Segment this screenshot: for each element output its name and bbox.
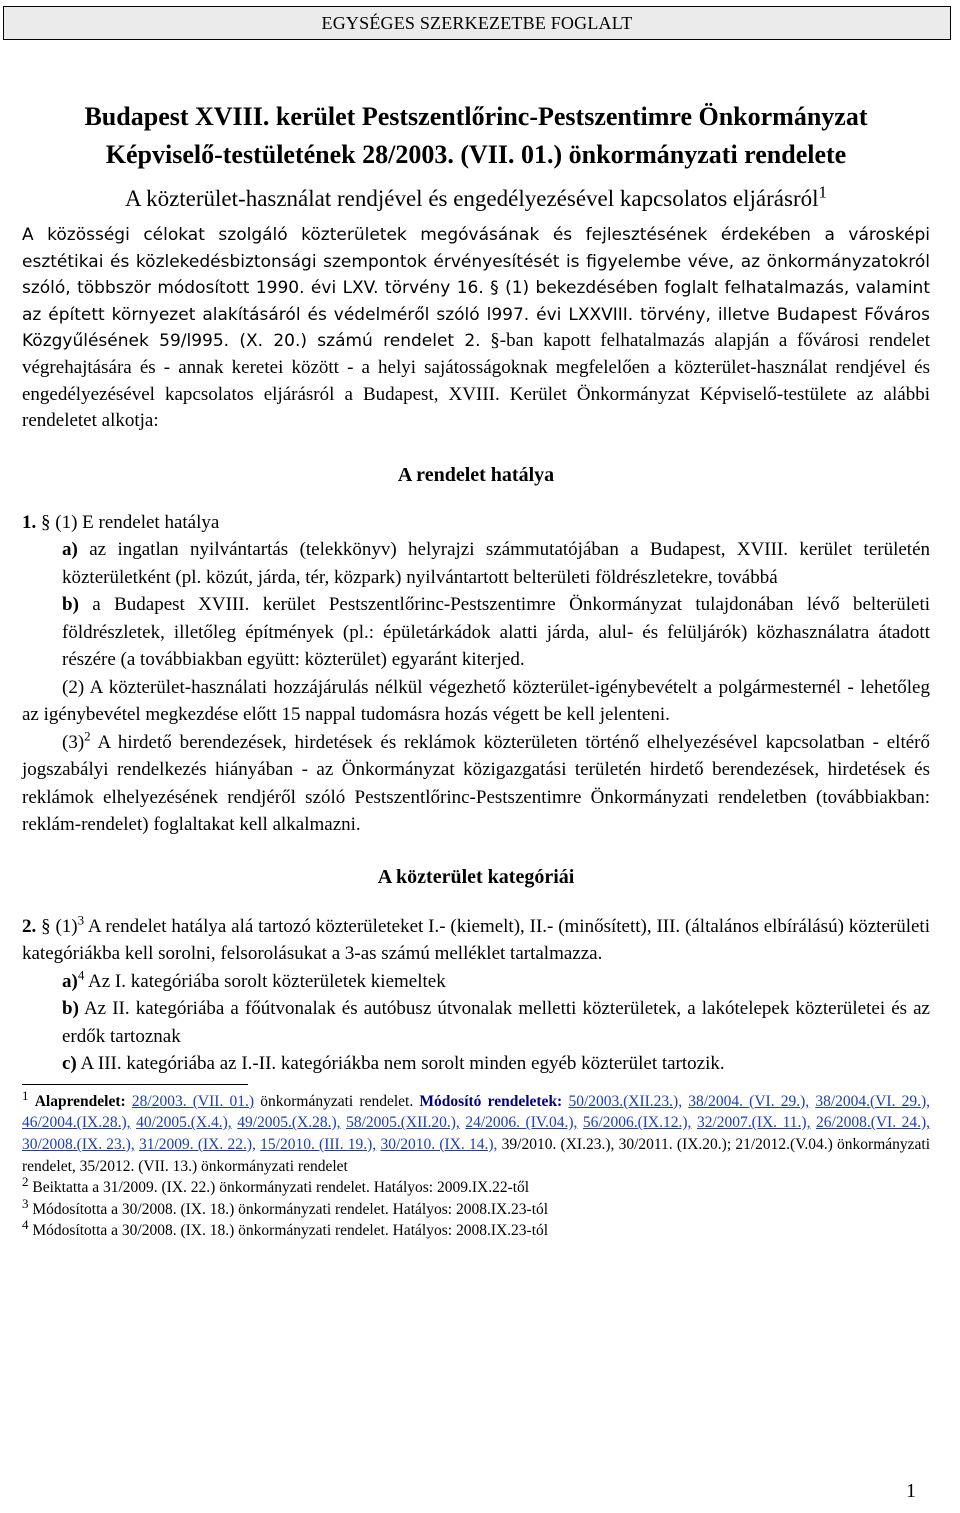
list-item-1b: b) a Budapest XVIII. kerület Pestszentlőrinc-Pestszentimre Önkormányzat tulajdonában lévő belterületi földrészletek, illetőleg építmények (pl.: épületárkádok alatti járda, alul- és felüljárók) közhasználatra átadott részére (a továbbiakban együtt: közterület) egyaránt kiterjed. xyxy=(62,594,930,671)
footnote-4: $^4$ Módosította a 30/2008. (IX. 18.) önkormányzati rendelet. Hatályos: 2008.IX.23-tól xyxy=(22,1217,549,1240)
modifier-link[interactable]: 38/2004. (VI. 29.), xyxy=(688,1092,810,1110)
modifier-link[interactable]: 30/2010. (IX. 14.), xyxy=(380,1135,498,1153)
page-number: 1 xyxy=(906,1480,916,1502)
footnote-2: $^2$ Beiktatta a 31/2009. (IX. 22.) önkormányzati rendelet. Hatályos: 2009.IX.22-től xyxy=(22,1173,530,1197)
modifier-link[interactable]: 56/2006.(IX.12.), xyxy=(582,1114,692,1132)
footnote-ref[interactable]: 4 xyxy=(77,967,85,983)
modifier-link[interactable]: 50/2003.(XII.23.), xyxy=(568,1092,683,1110)
header-banner: EGYSÉGES SZERKEZETBE FOGLALT xyxy=(3,6,951,40)
footnote-ref[interactable]: 2 xyxy=(84,728,91,744)
list-item-2c: c) A III. kategóriába az I.-II. kategóriákba nem sorolt minden egyéb közterület tartozik. xyxy=(62,1053,725,1075)
list-item-1a: a) az ingatlan nyilvántartás (telekkönyv) helyrajzi számmutatójában a Budapest, XVIII. kerület területén közterületként (pl. közút, járda, tér, közpark) nyilvántartott belterületi földrészletekre, továbbá xyxy=(62,539,931,588)
preamble: A közösségi célokat szolgáló közterületek megóvásának és fejlesztésének érdekében a városképi esztétikai és közlekedésbiztonsági szempontok érvényesítését is figyelembe véve, az önkormányzatokról szóló, többször módosított 1990. évi LXV. törvény 16. § (1) bekezdésében foglalt felhatalmazás, valamint az épített környezet alakításáról és védelméről szóló l997. évi LXXVIII. törvény, illetve Budapest Főváros Közgyűlésének 59/l995. (X. 20.) számú rendelet 2. §-ban kapott felhatalmazás alapján a fővárosi rendelet végrehajtására és - annak keretei között - a helyi sajátosságoknak megfelelően a közterület-használat rendjével és engedélyezésével kapcsolatos eljárásról a Budapest, XVIII. Kerület Önkormányzat Képviselő-testülete az alábbi rendeletet alkotja: xyxy=(22,225,931,432)
modifier-link[interactable]: 32/2007.(IX. 11.), xyxy=(696,1114,811,1132)
footnote-3: $^3$ Módosította a 30/2008. (IX. 18.) önkormányzati rendelet. Hatályos: 2008.IX.23-tól xyxy=(22,1195,549,1218)
footnote-ref[interactable]: 1 xyxy=(818,182,827,202)
modifier-link[interactable]: 46/2004.(IX.28.), xyxy=(22,1114,131,1132)
modifier-link[interactable]: 30/2008.(IX. 23.), xyxy=(22,1135,135,1153)
section-title-hataly: A rendelet hatálya xyxy=(397,463,555,486)
paragraph-2-1: 2. § $(1)^3$ A rendelet hatálya alá tartozó közterületeket I.- (kiemelt), II.- (minősített), III. (általános elbírálású) közterületi kategóriákba kell sorolni, felsorolásukat a 3-as számú melléklet tartalmazza. xyxy=(22,912,930,965)
list-item-2b: b) Az II. kategóriába a főútvonalak és autóbusz útvonalak melletti közterületek, a lakótelepek közterületei és az erdők tartoznak xyxy=(62,998,930,1047)
section-title-kategoriai: A közterület kategóriái xyxy=(377,865,575,888)
paragraph-1-1: 1. § (1) E rendelet hatálya xyxy=(22,511,220,533)
modifier-link[interactable]: 24/2006. (IV.04.), xyxy=(465,1114,578,1132)
paragraph-1-3: $(3)^2$ A hirdető berendezések, hirdetések és reklámok közterületen történő elhelyezésével kapcsolatban - eltérő jogszabályi rendelkezés hiányában - az Önkormányzat közigazgatási területén hirdető berendezések, hirdetések és reklámok elhelyezésének rendjéről szóló Pestszentlőrinc-Pestszentimre Önkormányzati rendeletben (továbbiakban: reklám-rendelet) foglaltakat kell alkalmazni. xyxy=(22,728,930,836)
page-title: Budapest XVIII. kerület Pestszentlőrinc-Pestszentimre Önkormányzat Képviselő-testületének 28/2003. (VII. 01.) önkormányzati rendelete xyxy=(84,102,868,169)
modifier-link[interactable]: 26/2008.(VI. 24.), xyxy=(816,1114,931,1132)
link-alaprendelet[interactable]: 28/2003. (VII. 01.) xyxy=(131,1092,255,1110)
page-subtitle: A közterület-használat rendjével és engedélyezésével kapcsolatos eljárásról$^1$ xyxy=(124,182,827,211)
modifier-link[interactable]: 31/2009. (IX. 22.), xyxy=(138,1135,256,1153)
modifier-link[interactable]: 15/2010. (III. 19.), xyxy=(260,1135,377,1153)
modifier-link[interactable]: 49/2005.(X.28.), xyxy=(237,1114,341,1132)
paragraph-1-2: (2) A közterület-használati hozzájárulás nélkül végezhető közterület-igénybevételt a polgármesternél - lehetőleg az igénybevétel megkezdése előtt 15 nappal tudomásra hozás végett be kell jelenteni. xyxy=(22,676,930,726)
modifier-link[interactable]: 38/2004.(VI. 29.), xyxy=(815,1092,931,1110)
footnote-separator xyxy=(22,1084,248,1085)
document-page xyxy=(22,0,930,1242)
list-item-2a: a)$^4$ Az I. kategóriába sorolt közterületek kiemeltek xyxy=(62,967,446,992)
modifier-link[interactable]: 40/2005.(X.4.), xyxy=(136,1114,232,1132)
footnote-1: $^1$ Alaprendelet: 28/2003. (VII. 01.) önkormányzati rendelet. Módosító rendeletek: 50/2003.(XII.23.), 38/2004. (VI. 29.), 38/2004.(VI. 29.), 46/2004.(IX.28.), 40/2005.(X.4.), 49/2005.(X.28.), 58/2005.(XII.20.), 24/2006. (IV.04.), 56/2006.(IX.12.), 32/2007.(IX. 11.), 26/2008.(VI. 24.), 30/2008.(IX. 23.), 31/2009. (IX. 22.), 15/2010. (III. 19.), 30/2010. (IX. 14.), 39/2010. (XI.23.), 30/2011. (IX.20.); 21/2012.(V.04.) önkormányzati rendelet, 35/2012. (VII. 13.) önkormányzati rendelet xyxy=(22,1087,931,1175)
footnote-ref[interactable]: 3 xyxy=(77,912,85,928)
modifier-link[interactable]: 58/2005.(XII.20.), xyxy=(346,1114,460,1132)
